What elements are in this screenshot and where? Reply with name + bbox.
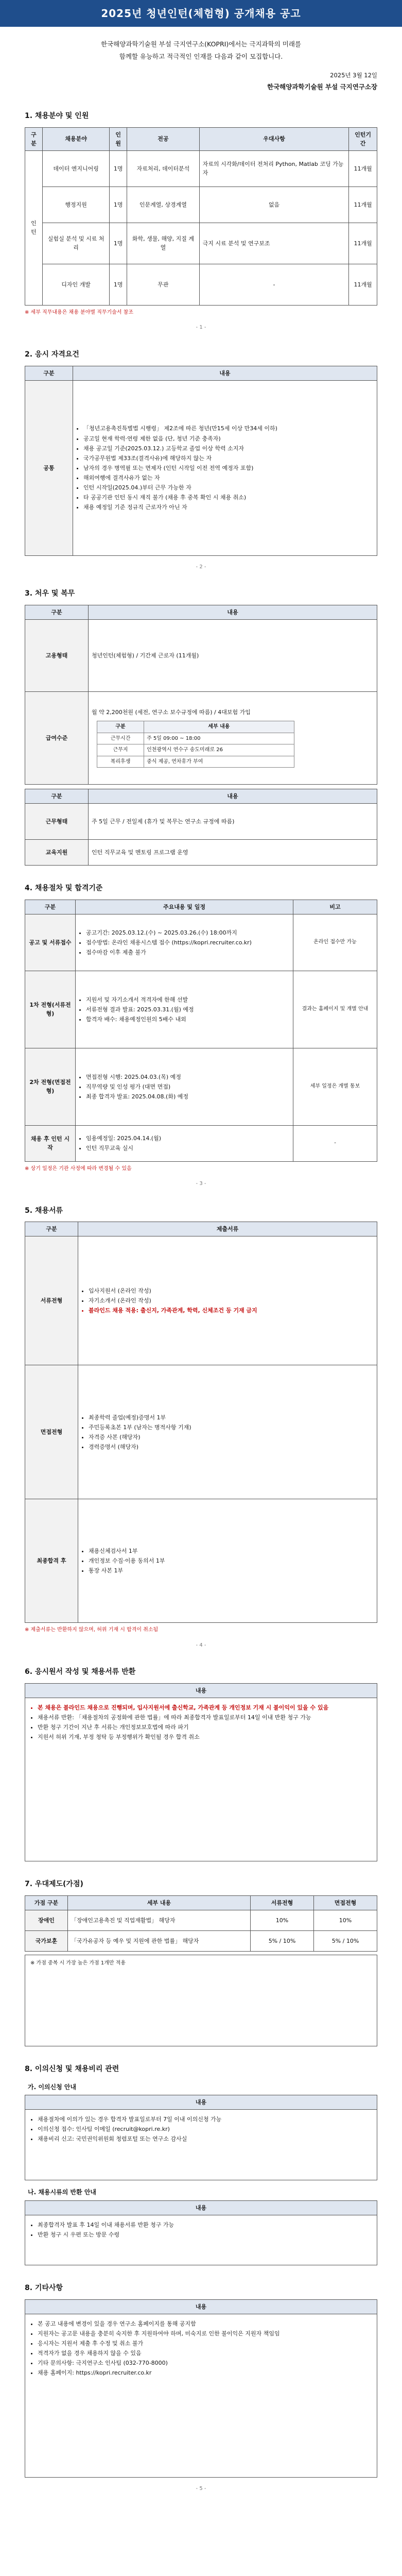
row-text: 인턴 직무교육 및 멘토링 프로그램 운영 xyxy=(89,839,377,865)
box-header: 내용 xyxy=(25,2095,377,2109)
section-heading: 2. 응시 자격요건 xyxy=(25,350,79,359)
list-item: • 개인정보 수집·이용 동의서 1부 xyxy=(89,1556,374,1565)
pref-cell: 없음 xyxy=(199,187,349,223)
col-header: 세부 내용 xyxy=(144,721,294,733)
col-header: 구분 xyxy=(25,127,43,150)
sub-heading: 가. 이의신청 안내 xyxy=(28,2083,77,2091)
list-item: • 합격자 배수: 채용예정인원의 5배수 내외 xyxy=(86,1015,290,1024)
col-header: 인턴기간 xyxy=(349,127,377,150)
list-item: • 공고일 현재 학력·연령 제한 없음 (단, 청년 기준 충족자) xyxy=(83,434,374,443)
col-header: 우대사항 xyxy=(199,127,349,150)
intro xyxy=(25,38,377,63)
list-item: • 공고기간: 2025.03.12.(수) ~ 2025.03.26.(수) 18:00까지 xyxy=(86,928,290,937)
box-header: 내용 xyxy=(25,2299,377,2314)
sub-cell: 복리후생 xyxy=(97,756,144,768)
list-item: • 서류전형 결과 발표: 2025.03.31.(월) 예정 xyxy=(86,1005,290,1014)
issuer-org: 한국해양과학기술원 부설 극지연구소장 xyxy=(267,83,377,91)
bonus-cell: 국가보훈 xyxy=(25,1930,68,1951)
bonus-cell: 10% xyxy=(314,1910,377,1930)
count-cell: 1명 xyxy=(110,223,127,264)
field-cell: 데이터 엔지니어링 xyxy=(42,150,109,187)
row-label: 1차 전형(서류전형) xyxy=(25,971,76,1048)
remark-cell: 온라인 접수만 가능 xyxy=(293,914,377,971)
box-content xyxy=(25,2314,377,2478)
major-cell: 자료처리, 데이터분석 xyxy=(127,150,200,187)
list-item: • 채용 공고일 기준(2025.03.12.) 고등학교 졸업 이상 학력 소지자 xyxy=(83,444,374,453)
list-item: • 임용예정일: 2025.04.14.(월) xyxy=(86,1134,290,1143)
list-item: • 본 채용은 블라인드 채용으로 진행되며, 입사지원서에 출신학교, 가족관계 등 개인정보 기재 시 불이익이 있을 수 있음 xyxy=(38,1703,372,1712)
col-header: 채용분야 xyxy=(42,127,109,150)
note: ※ 세부 직무내용은 채용 분야별 직무기술서 참조 xyxy=(25,309,133,315)
page-number: - 3 - xyxy=(196,1181,206,1187)
field-cell: 디자인 개발 xyxy=(42,264,109,305)
row-label: 면접전형 xyxy=(25,1365,78,1499)
period-cell: 11개월 xyxy=(349,264,377,305)
row-label: 최종합격 후 xyxy=(25,1499,78,1623)
pref-cell: - xyxy=(199,264,349,305)
qualification-list xyxy=(76,424,374,511)
conditions-table-2 xyxy=(25,789,377,866)
bonus-table xyxy=(25,1895,377,1952)
list-item: • 통장 사본 1부 xyxy=(89,1566,374,1575)
col-header: 비고 xyxy=(293,900,377,914)
recruit-table xyxy=(25,127,377,306)
sub-cell: 주 5일 09:00 ~ 18:00 xyxy=(144,733,294,744)
col-header: 구분 xyxy=(97,721,144,733)
list-item: • 접수방법: 온라인 채용시스템 접수 (https://kopri.recruiter.co.kr) xyxy=(86,938,290,947)
major-cell: 무관 xyxy=(127,264,200,305)
list-item: • 응시자는 지원서 제출 후 수정 및 취소 불가 xyxy=(38,2339,372,2348)
qualification-table xyxy=(25,366,377,556)
field-cell: 실험실 분석 및 시료 처리 xyxy=(42,223,109,264)
pref-cell: 자료의 시각화/데이터 전처리 Python, Matlab 코딩 가능자 xyxy=(199,150,349,187)
procedure-table xyxy=(25,900,377,1162)
col-header: 내용 xyxy=(89,605,377,619)
list-item: • 접수마감 이후 제출 불가 xyxy=(86,948,290,957)
count-cell: 1명 xyxy=(110,187,127,223)
period-cell: 11개월 xyxy=(349,187,377,223)
col-header: 세부 내용 xyxy=(68,1895,251,1910)
list-item: • 지원서 및 자기소개서 적격자에 한해 선발 xyxy=(86,995,290,1004)
row-label: 급여수준 xyxy=(25,691,89,784)
list-item: • 최종 합격자 발표: 2025.04.08.(화) 예정 xyxy=(86,1092,290,1101)
list-item: • 최종합격자 발표 후 14일 이내 채용서류 반환 청구 가능 xyxy=(38,2221,372,2229)
row-label: 채용 후 인턴 시작 xyxy=(25,1125,76,1161)
section-heading: 8. 기타사항 xyxy=(25,2283,63,2292)
col-header: 주요내용 및 일정 xyxy=(76,900,293,914)
section-heading: 1. 채용분야 및 인원 xyxy=(25,112,89,121)
list-item: • 경력증명서 (해당자) xyxy=(89,1443,374,1451)
bonus-note-box xyxy=(25,1955,377,2046)
remark-cell: - xyxy=(293,1125,377,1161)
list-item: • 채용 예정일 기준 정규직 근로자가 아닌 자 xyxy=(83,503,374,512)
row-label: 2차 전형(면접전형) xyxy=(25,1048,76,1125)
major-cell: 화학, 생물, 해양, 지질 계열 xyxy=(127,223,200,264)
sub-cell: 근무지 xyxy=(97,744,144,756)
row-label: 근무형태 xyxy=(25,803,89,839)
col-header: 구분 xyxy=(25,789,89,803)
row-label: 고용형태 xyxy=(25,619,89,691)
documents-table xyxy=(25,1222,377,1623)
col-header: 구분 xyxy=(25,900,76,914)
remark-cell: 세부 일정은 개별 통보 xyxy=(293,1048,377,1125)
list-item: • 본 공고 내용에 변경이 있을 경우 연구소 홈페이지를 통해 공지함 xyxy=(38,2319,372,2328)
sub-table xyxy=(97,721,294,768)
field-cell: 행정지원 xyxy=(42,187,109,223)
pref-cell: 극지 시료 분석 및 연구보조 xyxy=(199,223,349,264)
list-item: • 국가공무원법 제33조(결격사유)에 해당하지 않는 자 xyxy=(83,454,374,463)
col-header: 제출서류 xyxy=(78,1222,377,1236)
col-header: 구분 xyxy=(25,366,73,380)
list-item: • 최종학력 졸업(예정)증명서 1부 xyxy=(89,1413,374,1422)
intro-line: 한국해양과학기술원 부설 극지연구소(KOPRI)에서는 극지과학의 미래를 xyxy=(101,40,301,48)
page-title: 2025년 청년인턴(체험형) 공개채용 공고 xyxy=(101,7,301,20)
row-label: 교육지원 xyxy=(25,839,89,865)
list-item: • 입사지원서 (온라인 작성) xyxy=(89,1286,374,1295)
list-item: • 인턴 직무교육 실시 xyxy=(86,1144,290,1153)
note: ※ 가점 중복 시 가장 높은 가점 1개만 적용 xyxy=(30,1960,126,1966)
list-item: • 자격증 사본 (해당자) xyxy=(89,1433,374,1442)
list-item: • 지원서 허위 기재, 부정 청탁 등 부정행위가 확인될 경우 합격 취소 xyxy=(38,1733,372,1741)
row-label: 공고 및 서류접수 xyxy=(25,914,76,971)
list-item: • 주민등록초본 1부 (남자는 병적사항 기재) xyxy=(89,1423,374,1432)
list-item: • 채용 홈페이지: https://kopri.recruiter.co.kr xyxy=(38,2368,372,2377)
bonus-cell: 5% / 10% xyxy=(251,1930,314,1951)
col-header: 내용 xyxy=(89,789,377,803)
box-content xyxy=(25,2109,377,2180)
bonus-cell: 장애인 xyxy=(25,1910,68,1930)
list-item: • 지원자는 공고문 내용을 충분히 숙지한 후 지원하여야 하며, 미숙지로 인한 불이익은 지원자 책임임 xyxy=(38,2329,372,2338)
list-item: • 채용서류 반환: 「채용절차의 공정화에 관한 법률」에 따라 최종합격자 발표일로부터 14일 이내 반환 청구 가능 xyxy=(38,1713,372,1722)
list-item: • 채용절차에 이의가 있는 경우 합격자 발표일로부터 7일 이내 이의신청 가능 xyxy=(38,2115,372,2124)
list-item: • 반환 청구 기간이 지난 후 서류는 개인정보보호법에 따라 파기 xyxy=(38,1723,372,1732)
list-item: • 자기소개서 (온라인 작성) xyxy=(89,1296,374,1305)
page-number: - 4 - xyxy=(196,1642,206,1648)
list-item: • 채용비리 신고: 국민권익위원회 청렴포털 또는 연구소 감사실 xyxy=(38,2134,372,2143)
list-item: • 이의신청 접수: 인사팀 이메일 (recruit@kopri.re.kr) xyxy=(38,2125,372,2133)
section-heading: 3. 처우 및 복무 xyxy=(25,589,75,598)
intro-line: 함께할 유능하고 적극적인 인재를 다음과 같이 모집합니다. xyxy=(119,52,283,60)
page-number: - 5 - xyxy=(196,2485,206,2492)
page-number: - 2 - xyxy=(196,564,206,570)
sub-cell: 중식 제공, 연차휴가 부여 xyxy=(144,756,294,768)
col-header: 구분 xyxy=(25,1222,78,1236)
row-text: 주 5일 근무 / 전일제 (휴가 및 복무는 연구소 규정에 따름) xyxy=(89,803,377,839)
box-content xyxy=(25,2215,377,2265)
list-item: • 적격자가 없을 경우 채용하지 않을 수 있음 xyxy=(38,2349,372,2358)
group-cell: 인턴 xyxy=(25,150,43,305)
title-banner xyxy=(0,0,402,27)
section-heading: 8. 이의신청 및 채용비리 관련 xyxy=(25,2064,119,2073)
row-text: 월 약 2,200천원 (세전, 연구소 보수규정에 따름) / 4대보험 가입 xyxy=(92,709,251,716)
period-cell: 11개월 xyxy=(349,223,377,264)
remark-cell: 결과는 홈페이지 및 개별 안내 xyxy=(293,971,377,1048)
page-number: - 1 - xyxy=(196,325,206,331)
row-text: 청년인턴(체험형) / 기간제 근로자 (11개월) xyxy=(89,619,377,691)
period-cell: 11개월 xyxy=(349,150,377,187)
col-header: 면접전형 xyxy=(314,1895,377,1910)
list-item: • 타 공공기관 인턴 동시 재직 불가 (채용 후 중복 확인 시 채용 취소) xyxy=(83,493,374,502)
box-header: 내용 xyxy=(25,2200,377,2215)
issuer xyxy=(25,70,377,94)
list-item: • 직무역량 및 인성 평가 (대면 면접) xyxy=(86,1082,290,1091)
list-item: • 기타 문의사항: 극지연구소 인사팀 (032-770-8000) xyxy=(38,2359,372,2367)
count-cell: 1명 xyxy=(110,150,127,187)
col-header: 서류전형 xyxy=(251,1895,314,1910)
section-heading: 4. 채용절차 및 합격기준 xyxy=(25,884,103,892)
box-content xyxy=(25,1698,377,1861)
list-item: • 해외여행에 결격사유가 없는 자 xyxy=(83,473,374,482)
section-heading: 7. 우대제도(가점) xyxy=(25,1880,83,1889)
bonus-cell: 「장애인고용촉진 및 직업재활법」 해당자 xyxy=(68,1910,251,1930)
col-header: 가점 구분 xyxy=(25,1895,68,1910)
count-cell: 1명 xyxy=(110,264,127,305)
issue-date: 2025년 3월 12일 xyxy=(330,71,377,79)
box-header: 내용 xyxy=(25,1683,377,1698)
row-label: 서류전형 xyxy=(25,1236,78,1365)
bonus-cell: 「국가유공자 등 예우 및 지원에 관한 법률」 해당자 xyxy=(68,1930,251,1951)
list-item: • 남자의 경우 병역필 또는 면제자 (인턴 시작일 이전 전역 예정자 포함) xyxy=(83,464,374,472)
note: ※ 상기 일정은 기관 사정에 따라 변경될 수 있음 xyxy=(25,1165,132,1172)
major-cell: 인문계열, 상경계열 xyxy=(127,187,200,223)
list-item: • 블라인드 채용 적용: 출신지, 가족관계, 학력, 신체조건 등 기재 금지 xyxy=(89,1306,374,1315)
conditions-table xyxy=(25,605,377,785)
col-header: 구분 xyxy=(25,605,89,619)
col-header: 인원 xyxy=(110,127,127,150)
list-item: • 반환 청구 시 우편 또는 방문 수령 xyxy=(38,2230,372,2239)
note: ※ 제출서류는 반환하지 않으며, 허위 기재 시 합격이 취소됨 xyxy=(25,1627,159,1633)
list-item: • 「청년고용촉진특별법 시행령」 제2조에 따른 청년(만15세 이상 만34세 이하) xyxy=(83,424,374,433)
section-heading: 5. 채용서류 xyxy=(25,1206,63,1215)
list-item: • 인턴 시작일(2025.04.)부터 근무 가능한 자 xyxy=(83,483,374,492)
row-label: 공통 xyxy=(25,380,73,555)
col-header: 전공 xyxy=(127,127,200,150)
section-heading: 6. 응시원서 작성 및 채용서류 반환 xyxy=(25,1668,136,1676)
sub-cell: 근무시간 xyxy=(97,733,144,744)
bonus-cell: 5% / 10% xyxy=(314,1930,377,1951)
sub-heading: 나. 채용시류의 반환 안내 xyxy=(28,2189,97,2196)
sub-cell: 인천광역시 연수구 송도미래로 26 xyxy=(144,744,294,756)
list-item: • 채용신체검사서 1부 xyxy=(89,1547,374,1555)
bonus-cell: 10% xyxy=(251,1910,314,1930)
list-item: • 면접전형 시행: 2025.04.03.(목) 예정 xyxy=(86,1073,290,1081)
col-header: 내용 xyxy=(73,366,377,380)
